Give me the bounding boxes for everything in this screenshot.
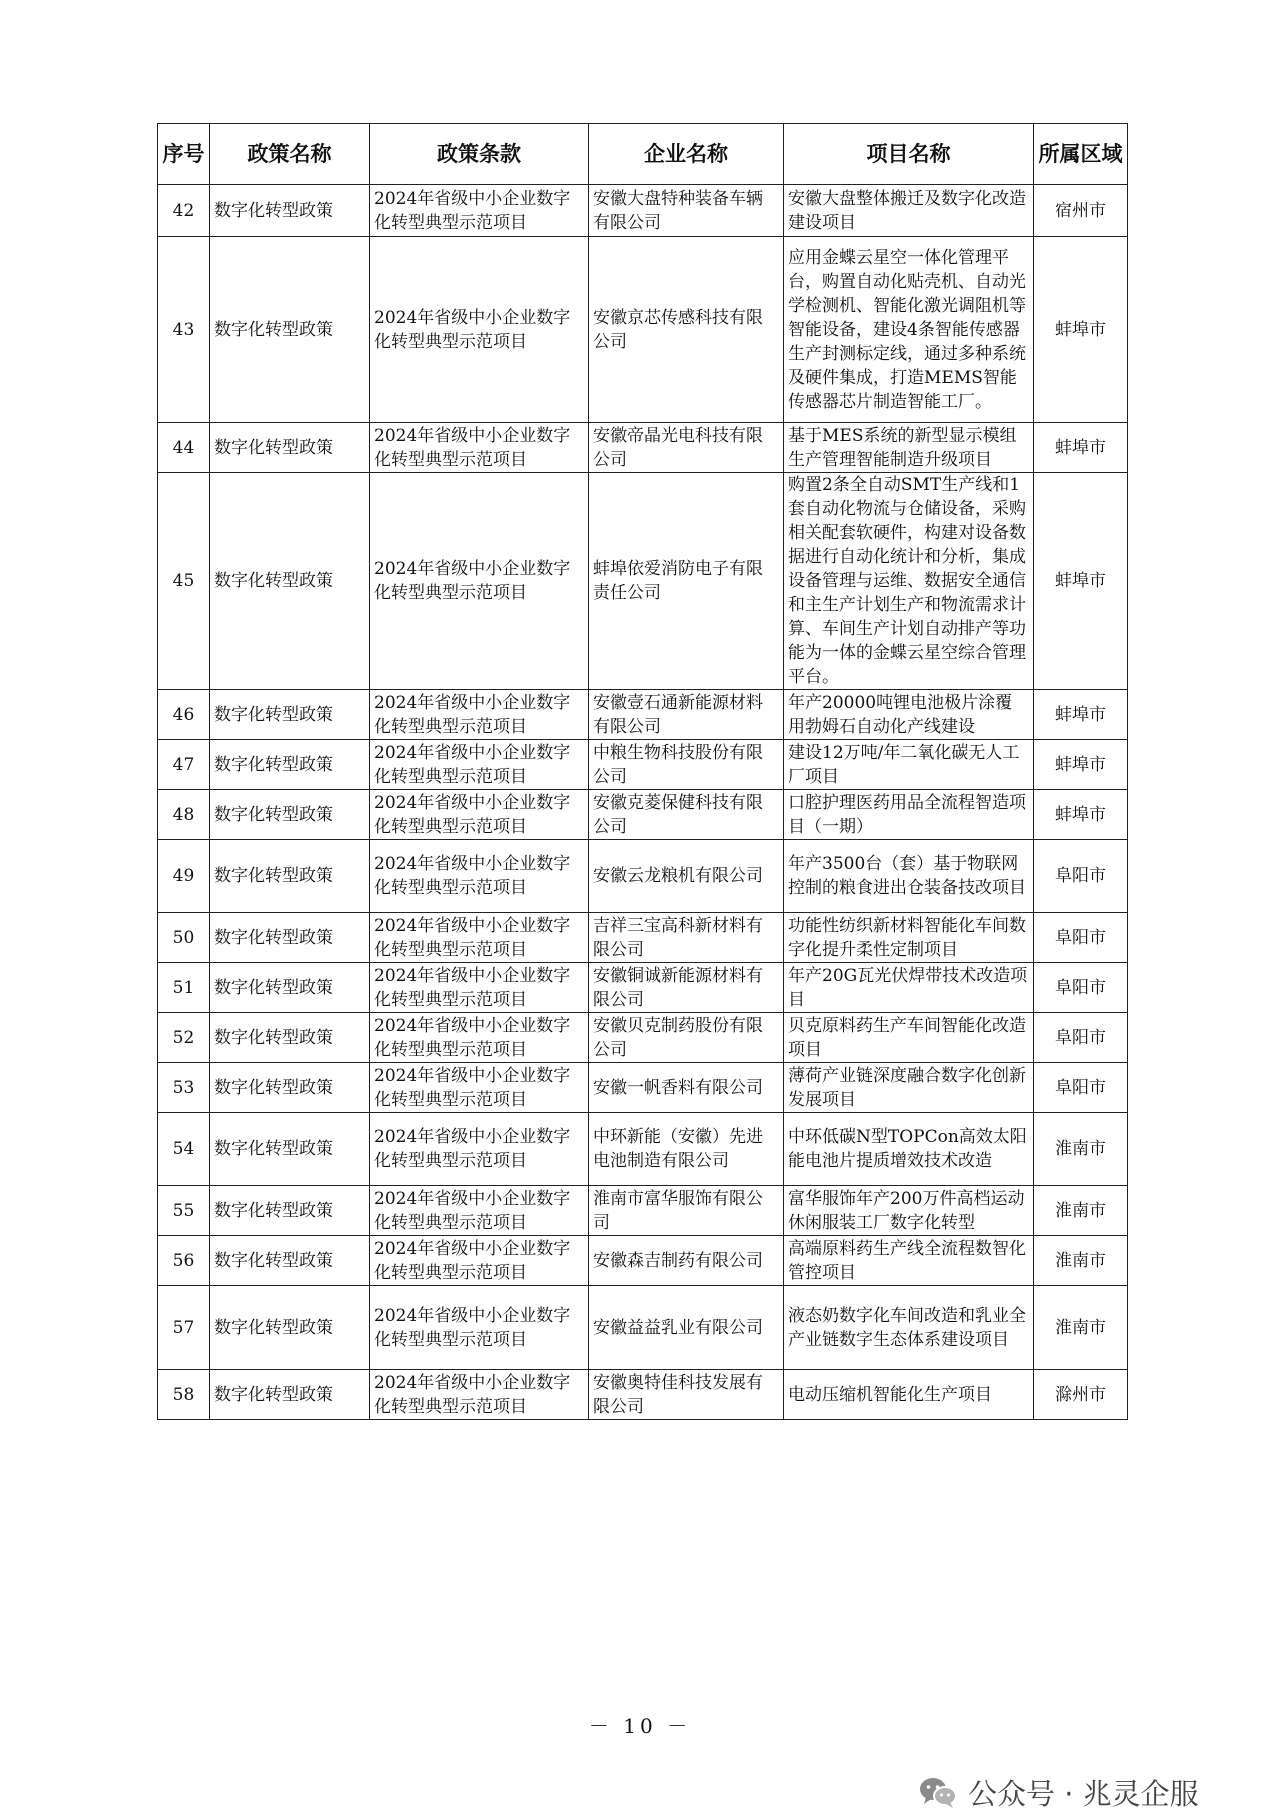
table-row — [158, 185, 1128, 237]
project-name: 口腔护理医药用品全流程智造项目（一期） — [784, 790, 1034, 840]
page-number: － 10 － — [588, 1714, 692, 1738]
company-name: 安徽云龙粮机有限公司 — [589, 840, 784, 913]
policy-clause: 2024年省级中小企业数字化转型典型示范项目 — [370, 1236, 589, 1286]
project-name: 薄荷产业链深度融合数字化创新发展项目 — [784, 1063, 1034, 1113]
company-name: 安徽奥特佳科技发展有限公司 — [589, 1370, 784, 1420]
region-name: 蚌埠市 — [1034, 740, 1128, 790]
policy-clause: 2024年省级中小企业数字化转型典型示范项目 — [370, 1113, 589, 1186]
company-name: 安徽壹石通新能源材料有限公司 — [589, 690, 784, 740]
company-name: 安徽一帆香料有限公司 — [589, 1063, 784, 1113]
row-number: 44 — [158, 423, 210, 473]
row-number: 42 — [158, 185, 210, 237]
policy-name: 数字化转型政策 — [210, 790, 370, 840]
region-name: 蚌埠市 — [1034, 423, 1128, 473]
table-row — [158, 1370, 1128, 1420]
project-name: 年产20G瓦光伏焊带技术改造项目 — [784, 963, 1034, 1013]
row-number: 58 — [158, 1370, 210, 1420]
table-row — [158, 237, 1128, 423]
policy-clause: 2024年省级中小企业数字化转型典型示范项目 — [370, 1370, 589, 1420]
company-name: 吉祥三宝高科新材料有限公司 — [589, 913, 784, 963]
header-region: 所属区域 — [1034, 124, 1128, 185]
policy-name: 数字化转型政策 — [210, 185, 370, 237]
company-name: 安徽帝晶光电科技有限公司 — [589, 423, 784, 473]
row-number: 50 — [158, 913, 210, 963]
table-row — [158, 1113, 1128, 1186]
project-name: 电动压缩机智能化生产项目 — [784, 1370, 1034, 1420]
project-name: 年产20000吨锂电池极片涂覆用勃姆石自动化产线建设 — [784, 690, 1034, 740]
company-name: 安徽铜诚新能源材料有限公司 — [589, 963, 784, 1013]
header-policy: 政策名称 — [210, 124, 370, 185]
company-name: 安徽森吉制药有限公司 — [589, 1236, 784, 1286]
project-name: 高端原料药生产线全流程数智化管控项目 — [784, 1236, 1034, 1286]
project-name: 贝克原料药生产车间智能化改造项目 — [784, 1013, 1034, 1063]
policy-name: 数字化转型政策 — [210, 237, 370, 423]
policy-clause: 2024年省级中小企业数字化转型典型示范项目 — [370, 840, 589, 913]
policy-name: 数字化转型政策 — [210, 690, 370, 740]
policy-clause: 2024年省级中小企业数字化转型典型示范项目 — [370, 237, 589, 423]
region-name: 阜阳市 — [1034, 840, 1128, 913]
policy-clause: 2024年省级中小企业数字化转型典型示范项目 — [370, 185, 589, 237]
policy-name: 数字化转型政策 — [210, 1063, 370, 1113]
project-name: 建设12万吨/年二氧化碳无人工厂项目 — [784, 740, 1034, 790]
table-row — [158, 840, 1128, 913]
row-number: 57 — [158, 1286, 210, 1370]
policy-clause: 2024年省级中小企业数字化转型典型示范项目 — [370, 740, 589, 790]
policy-clause: 2024年省级中小企业数字化转型典型示范项目 — [370, 690, 589, 740]
region-name: 阜阳市 — [1034, 963, 1128, 1013]
policy-name: 数字化转型政策 — [210, 963, 370, 1013]
table-row — [158, 913, 1128, 963]
table-row — [158, 473, 1128, 690]
policy-name: 数字化转型政策 — [210, 840, 370, 913]
policy-name: 数字化转型政策 — [210, 1370, 370, 1420]
company-name: 蚌埠依爱消防电子有限责任公司 — [589, 473, 784, 690]
header-company: 企业名称 — [589, 124, 784, 185]
row-number: 47 — [158, 740, 210, 790]
policy-table — [157, 123, 1128, 1420]
watermark-text: 公众号 · 兆灵企服 — [968, 1777, 1199, 1811]
region-name: 蚌埠市 — [1034, 690, 1128, 740]
policy-clause: 2024年省级中小企业数字化转型典型示范项目 — [370, 790, 589, 840]
row-number: 52 — [158, 1013, 210, 1063]
row-number: 48 — [158, 790, 210, 840]
policy-name: 数字化转型政策 — [210, 913, 370, 963]
table-row — [158, 963, 1128, 1013]
header-no: 序号 — [158, 124, 210, 185]
table-row — [158, 740, 1128, 790]
policy-name: 数字化转型政策 — [210, 1236, 370, 1286]
policy-name: 数字化转型政策 — [210, 473, 370, 690]
row-number: 53 — [158, 1063, 210, 1113]
header-clause: 政策条款 — [370, 124, 589, 185]
project-name: 功能性纺织新材料智能化车间数字化提升柔性定制项目 — [784, 913, 1034, 963]
project-name: 液态奶数字化车间改造和乳业全产业链数字生态体系建设项目 — [784, 1286, 1034, 1370]
region-name: 阜阳市 — [1034, 1013, 1128, 1063]
policy-name: 数字化转型政策 — [210, 1286, 370, 1370]
policy-name: 数字化转型政策 — [210, 1186, 370, 1236]
row-number: 56 — [158, 1236, 210, 1286]
project-name: 年产3500台（套）基于物联网控制的粮食进出仓装备技改项目 — [784, 840, 1034, 913]
policy-clause: 2024年省级中小企业数字化转型典型示范项目 — [370, 1186, 589, 1236]
table-row — [158, 1286, 1128, 1370]
region-name: 淮南市 — [1034, 1113, 1128, 1186]
project-name: 购置2条全自动SMT生产线和1套自动化物流与仓储设备，采购相关配套软硬件，构建对设备数据进行自动化统计和分析，集成设备管理与运维、数据安全通信和主生产计划生产和物流需求计算、车间生产计划自动排产等功能为一体的金蝶云星空综合管理平台。 — [784, 473, 1034, 690]
project-name: 安徽大盘整体搬迁及数字化改造建设项目 — [784, 185, 1034, 237]
policy-clause: 2024年省级中小企业数字化转型典型示范项目 — [370, 473, 589, 690]
policy-clause: 2024年省级中小企业数字化转型典型示范项目 — [370, 963, 589, 1013]
region-name: 蚌埠市 — [1034, 237, 1128, 423]
policy-name: 数字化转型政策 — [210, 423, 370, 473]
policy-clause: 2024年省级中小企业数字化转型典型示范项目 — [370, 1063, 589, 1113]
region-name: 淮南市 — [1034, 1286, 1128, 1370]
row-number: 45 — [158, 473, 210, 690]
watermark — [918, 1772, 1199, 1813]
region-name: 蚌埠市 — [1034, 473, 1128, 690]
company-name: 安徽大盘特种装备车辆有限公司 — [589, 185, 784, 237]
company-name: 安徽京芯传感科技有限公司 — [589, 237, 784, 423]
row-number: 55 — [158, 1186, 210, 1236]
policy-clause: 2024年省级中小企业数字化转型典型示范项目 — [370, 913, 589, 963]
row-number: 54 — [158, 1113, 210, 1186]
region-name: 淮南市 — [1034, 1236, 1128, 1286]
row-number: 51 — [158, 963, 210, 1013]
region-name: 淮南市 — [1034, 1186, 1128, 1236]
table-row — [158, 423, 1128, 473]
company-name: 安徽克菱保健科技有限公司 — [589, 790, 784, 840]
policy-clause: 2024年省级中小企业数字化转型典型示范项目 — [370, 1286, 589, 1370]
project-name: 应用金蝶云星空一体化管理平台，购置自动化贴壳机、自动光学检测机、智能化激光调阻机等智能设备，建设4条智能传感器生产封测标定线，通过多种系统及硬件集成，打造MEMS智能传感器芯片制造智能工厂。 — [784, 237, 1034, 423]
header-project: 项目名称 — [784, 124, 1034, 185]
region-name: 蚌埠市 — [1034, 790, 1128, 840]
row-number: 46 — [158, 690, 210, 740]
project-name: 富华服饰年产200万件高档运动休闲服装工厂数字化转型 — [784, 1186, 1034, 1236]
policy-name: 数字化转型政策 — [210, 740, 370, 790]
wechat-icon — [918, 1775, 958, 1811]
row-number: 43 — [158, 237, 210, 423]
policy-clause: 2024年省级中小企业数字化转型典型示范项目 — [370, 1013, 589, 1063]
company-name: 安徽益益乳业有限公司 — [589, 1286, 784, 1370]
company-name: 淮南市富华服饰有限公司 — [589, 1186, 784, 1236]
company-name: 中环新能（安徽）先进电池制造有限公司 — [589, 1113, 784, 1186]
region-name: 滁州市 — [1034, 1370, 1128, 1420]
table-row — [158, 1013, 1128, 1063]
company-name: 安徽贝克制药股份有限公司 — [589, 1013, 784, 1063]
company-name: 中粮生物科技股份有限公司 — [589, 740, 784, 790]
project-name: 基于MES系统的新型显示模组生产管理智能制造升级项目 — [784, 423, 1034, 473]
row-number: 49 — [158, 840, 210, 913]
region-name: 阜阳市 — [1034, 913, 1128, 963]
region-name: 阜阳市 — [1034, 1063, 1128, 1113]
project-name: 中环低碳N型TOPCon高效太阳能电池片提质增效技术改造 — [784, 1113, 1034, 1186]
policy-name: 数字化转型政策 — [210, 1113, 370, 1186]
table-row — [158, 1186, 1128, 1236]
table-row — [158, 1063, 1128, 1113]
policy-clause: 2024年省级中小企业数字化转型典型示范项目 — [370, 423, 589, 473]
table-header-row — [158, 124, 1128, 185]
table-row — [158, 690, 1128, 740]
table-row — [158, 1236, 1128, 1286]
region-name: 宿州市 — [1034, 185, 1128, 237]
table-row — [158, 790, 1128, 840]
policy-name: 数字化转型政策 — [210, 1013, 370, 1063]
